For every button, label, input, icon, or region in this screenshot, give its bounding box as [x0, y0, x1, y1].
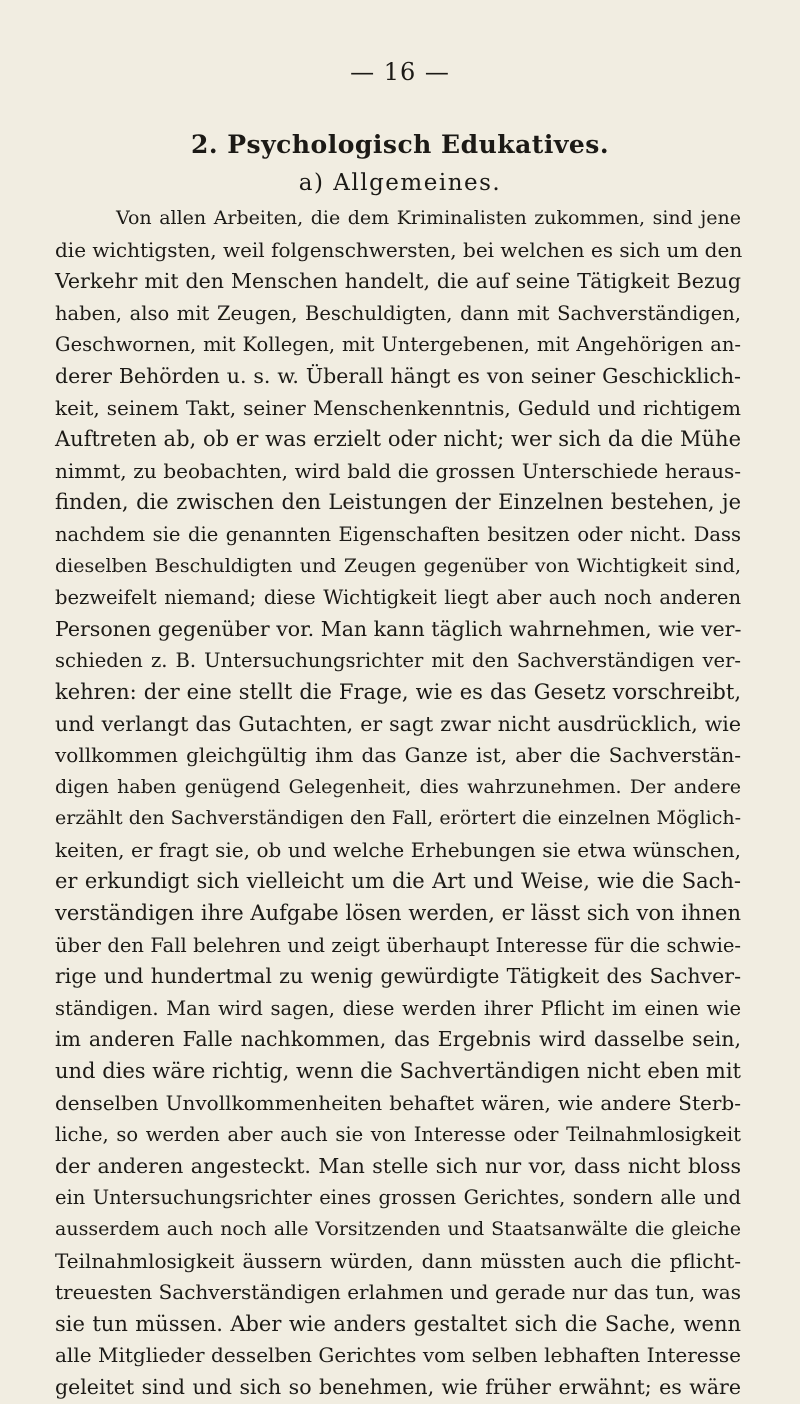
text-line: rige und hundertmal zu wenig gewürdigte Tätigkeit des Sachver-: [55, 964, 741, 989]
subsection-heading: a) Allgemeines.: [298, 170, 502, 196]
text-line: erzählt den Sachverständigen den Fall, erörtert die einzelnen Möglich-: [55, 807, 741, 830]
text-line: sie tun müssen. Aber wie anders gestaltet sich die Sache, wenn: [55, 1311, 741, 1336]
section-heading: 2. Psychologisch Edukatives.: [190, 130, 610, 159]
body-paragraph: [55, 203, 741, 1404]
text-line: Verkehr mit den Menschen handelt, die auf seine Tätigkeit Bezug: [55, 269, 741, 294]
text-line: ausserdem auch noch alle Vorsitzenden und Staatsanwälte die gleiche: [55, 1218, 741, 1240]
text-line: keit, seinem Takt, seiner Menschenkenntnis, Geduld und richtigem: [55, 395, 741, 420]
page-number: — 16 —: [350, 58, 450, 86]
text-line: vollkommen gleichgültig ihm das Ganze ist, aber die Sachverstän-: [55, 743, 741, 768]
text-line: ständigen. Man wird sagen, diese werden ihrer Pflicht im einen wie: [55, 996, 741, 1020]
text-line: digen haben genügend Gelegenheit, dies wahrzunehmen. Der andere: [55, 775, 741, 798]
text-line: alle Mitglieder desselben Gerichtes vom selben lebhaften Interesse: [55, 1343, 741, 1368]
text-line: liche, so werden aber auch sie von Interesse oder Teilnahmlosigkeit: [55, 1123, 741, 1147]
text-line: kehren: der eine stellt die Frage, wie es das Gesetz vorschreibt,: [55, 679, 741, 704]
text-line: und dies wäre richtig, wenn die Sachvertändigen nicht eben mit: [55, 1059, 741, 1084]
text-line: Teilnahmlosigkeit äussern würden, dann müssten auch die pflicht-: [55, 1248, 741, 1273]
text-line: und verlangt das Gutachten, er sagt zwar nicht ausdrücklich, wie: [55, 711, 741, 736]
text-line: derer Behörden u. s. w. Überall hängt es von seiner Geschicklich-: [55, 363, 741, 388]
text-line: keiten, er fragt sie, ob und welche Erhebungen sie etwa wünschen,: [55, 837, 741, 862]
text-line: Von allen Arbeiten, die dem Kriminalisten zukommen, sind jene: [116, 207, 741, 229]
text-line: finden, die zwischen den Leistungen der Einzelnen bestehen, je: [55, 490, 741, 515]
text-line: Geschwornen, mit Kollegen, mit Untergebenen, mit Angehörigen an-: [55, 333, 741, 357]
text-line: über den Fall belehren und zeigt überhaupt Interesse für die schwie-: [55, 933, 741, 957]
text-line: haben, also mit Zeugen, Beschuldigten, dann mit Sachverständigen,: [55, 301, 741, 325]
text-line: nachdem sie die genannten Eigenschaften besitzen oder nicht. Dass: [55, 522, 741, 546]
text-line: verständigen ihre Aufgabe lösen werden, er lässt sich von ihnen: [55, 901, 741, 926]
text-line: er erkundigt sich vielleicht um die Art und Weise, wie die Sach-: [55, 869, 741, 894]
text-line: Personen gegenüber vor. Man kann täglich wahrnehmen, wie ver-: [55, 616, 742, 641]
text-line: Auftreten ab, ob er was erzielt oder nicht; wer sich da die Mühe: [55, 427, 741, 452]
text-line: ein Untersuchungsrichter eines grossen Gerichtes, sondern alle und: [55, 1186, 741, 1210]
text-line: bezweifelt niemand; diese Wichtigkeit liegt aber auch noch anderen: [55, 586, 741, 610]
text-line: im anderen Falle nachkommen, das Ergebnis wird dasselbe sein,: [55, 1027, 741, 1052]
text-line: schieden z. B. Untersuchungsrichter mit den Sachverständigen ver-: [55, 649, 741, 673]
text-line: nimmt, zu beobachten, wird bald die grossen Unterschiede heraus-: [55, 458, 741, 483]
text-line: geleitet sind und sich so benehmen, wie früher erwähnt; es wäre: [55, 1374, 741, 1399]
text-line: dieselben Beschuldigten und Zeugen gegenüber von Wichtigkeit sind,: [55, 554, 741, 577]
text-line: denselben Unvollkommenheiten behaftet wären, wie andere Sterb-: [55, 1090, 741, 1115]
text-line: treuesten Sachverständigen erlahmen und gerade nur das tun, was: [55, 1280, 741, 1305]
text-line: die wichtigsten, weil folgenschwersten, bei welchen es sich um den: [55, 237, 743, 262]
text-line: der anderen angesteckt. Man stelle sich nur vor, dass nicht bloss: [55, 1153, 741, 1178]
